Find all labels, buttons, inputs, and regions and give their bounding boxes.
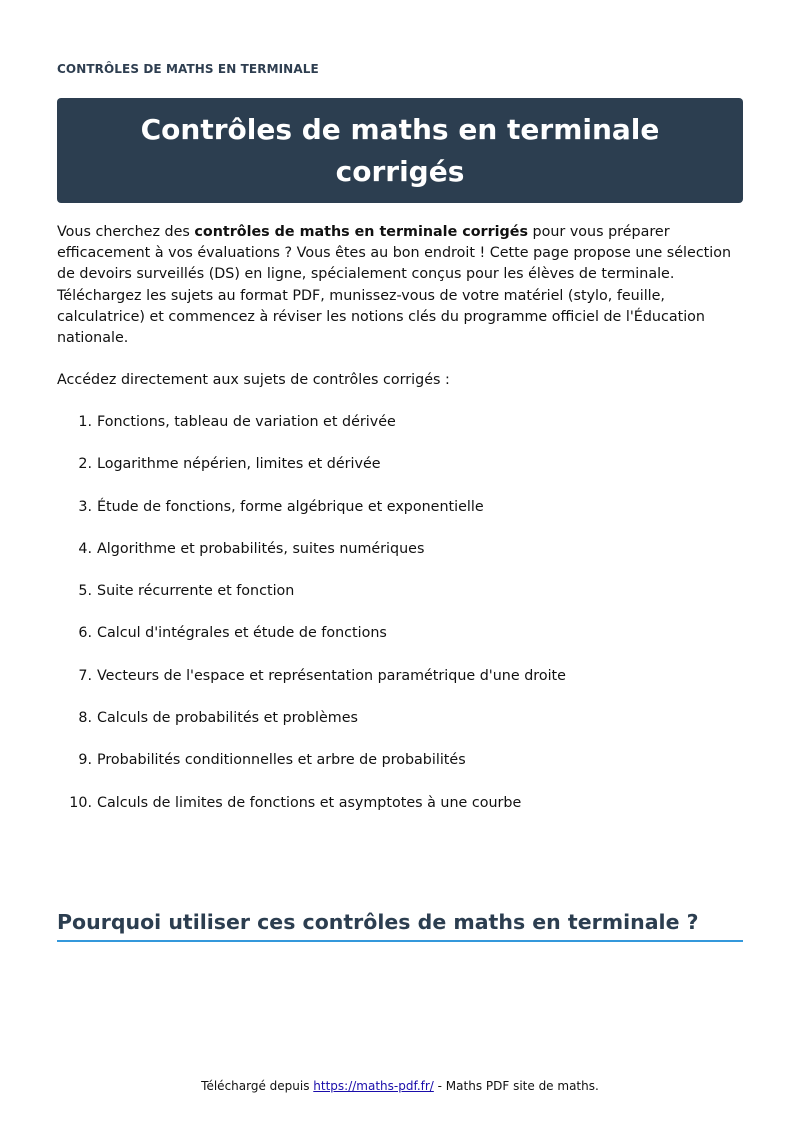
- section-heading: Pourquoi utiliser ces contrôles de maths en terminale ?: [57, 910, 743, 942]
- intro-paragraph: [57, 222, 747, 349]
- list-item-number: 10.: [69, 794, 92, 811]
- footer: [0, 1079, 800, 1093]
- list-item-number: 3.: [78, 498, 92, 515]
- page-title-line-1: Contrôles de maths en terminale: [140, 112, 660, 146]
- list-item[interactable]: [57, 412, 743, 454]
- intro-suffix: pour vous préparer efficacement à vos évaluations ? Vous êtes au bon endroit ! Cette page propose une sélection de devoirs surveillés (DS) en ligne, spécialement conçus pour les élèves de terminale. Téléchargez les sujets au format PDF, munissez-vous de votre matériel (stylo, feuille, calculatrice) et commencez à réviser les notions clés du programme officiel de l'Éducation nationale.: [57, 224, 732, 347]
- list-item-label[interactable]: Calcul d'intégrales et étude de fonctions: [97, 625, 387, 642]
- access-text: Accédez directement aux sujets de contrôles corrigés :: [57, 372, 450, 388]
- list-item-label[interactable]: Algorithme et probabilités, suites numériques: [97, 540, 425, 557]
- list-item-label[interactable]: Vecteurs de l'espace et représentation paramétrique d'une droite: [97, 667, 566, 684]
- list-item-number: 4.: [78, 540, 92, 557]
- list-item[interactable]: [57, 666, 743, 708]
- list-item[interactable]: [57, 497, 743, 539]
- list-item[interactable]: [57, 581, 743, 623]
- page-title: [141, 109, 660, 193]
- list-item-number: 8.: [78, 710, 92, 727]
- footer-suffix: - Maths PDF site de maths.: [433, 1079, 599, 1093]
- intro-bold: contrôles de maths en terminale corrigés: [194, 224, 528, 240]
- list-item-label[interactable]: Probabilités conditionnelles et arbre de probabilités: [97, 752, 466, 769]
- intro-prefix: Vous cherchez des: [57, 224, 195, 240]
- list-item-number: 7.: [78, 667, 92, 684]
- list-item[interactable]: [57, 708, 743, 750]
- list-item-number: 9.: [78, 752, 92, 769]
- title-banner: [57, 98, 743, 203]
- footer-prefix: Téléchargé depuis: [201, 1079, 314, 1093]
- footer-link[interactable]: https://maths-pdf.fr/: [313, 1079, 434, 1093]
- list-item[interactable]: [57, 793, 743, 835]
- list-item-label[interactable]: Suite récurrente et fonction: [97, 583, 295, 600]
- list-item[interactable]: [57, 750, 743, 792]
- list-item-number: 5.: [78, 583, 92, 600]
- page-kicker: CONTRÔLES DE MATHS EN TERMINALE: [57, 62, 319, 76]
- list-item-label[interactable]: Calculs de limites de fonctions et asymptotes à une courbe: [97, 794, 522, 811]
- page-title-line-2: corrigés: [335, 154, 465, 188]
- list-item-number: 2.: [78, 456, 92, 473]
- list-item[interactable]: [57, 539, 743, 581]
- list-item-label[interactable]: Logarithme népérien, limites et dérivée: [97, 456, 381, 473]
- list-item-number: 1.: [78, 414, 92, 430]
- list-item-label[interactable]: Fonctions, tableau de variation et dérivée: [97, 414, 396, 430]
- list-item-number: 6.: [78, 625, 92, 642]
- list-item[interactable]: [57, 623, 743, 665]
- list-item-label[interactable]: Étude de fonctions, forme algébrique et exponentielle: [97, 498, 484, 515]
- list-item[interactable]: [57, 454, 743, 496]
- list-item-label[interactable]: Calculs de probabilités et problèmes: [97, 710, 358, 727]
- subjects-list: [57, 412, 743, 835]
